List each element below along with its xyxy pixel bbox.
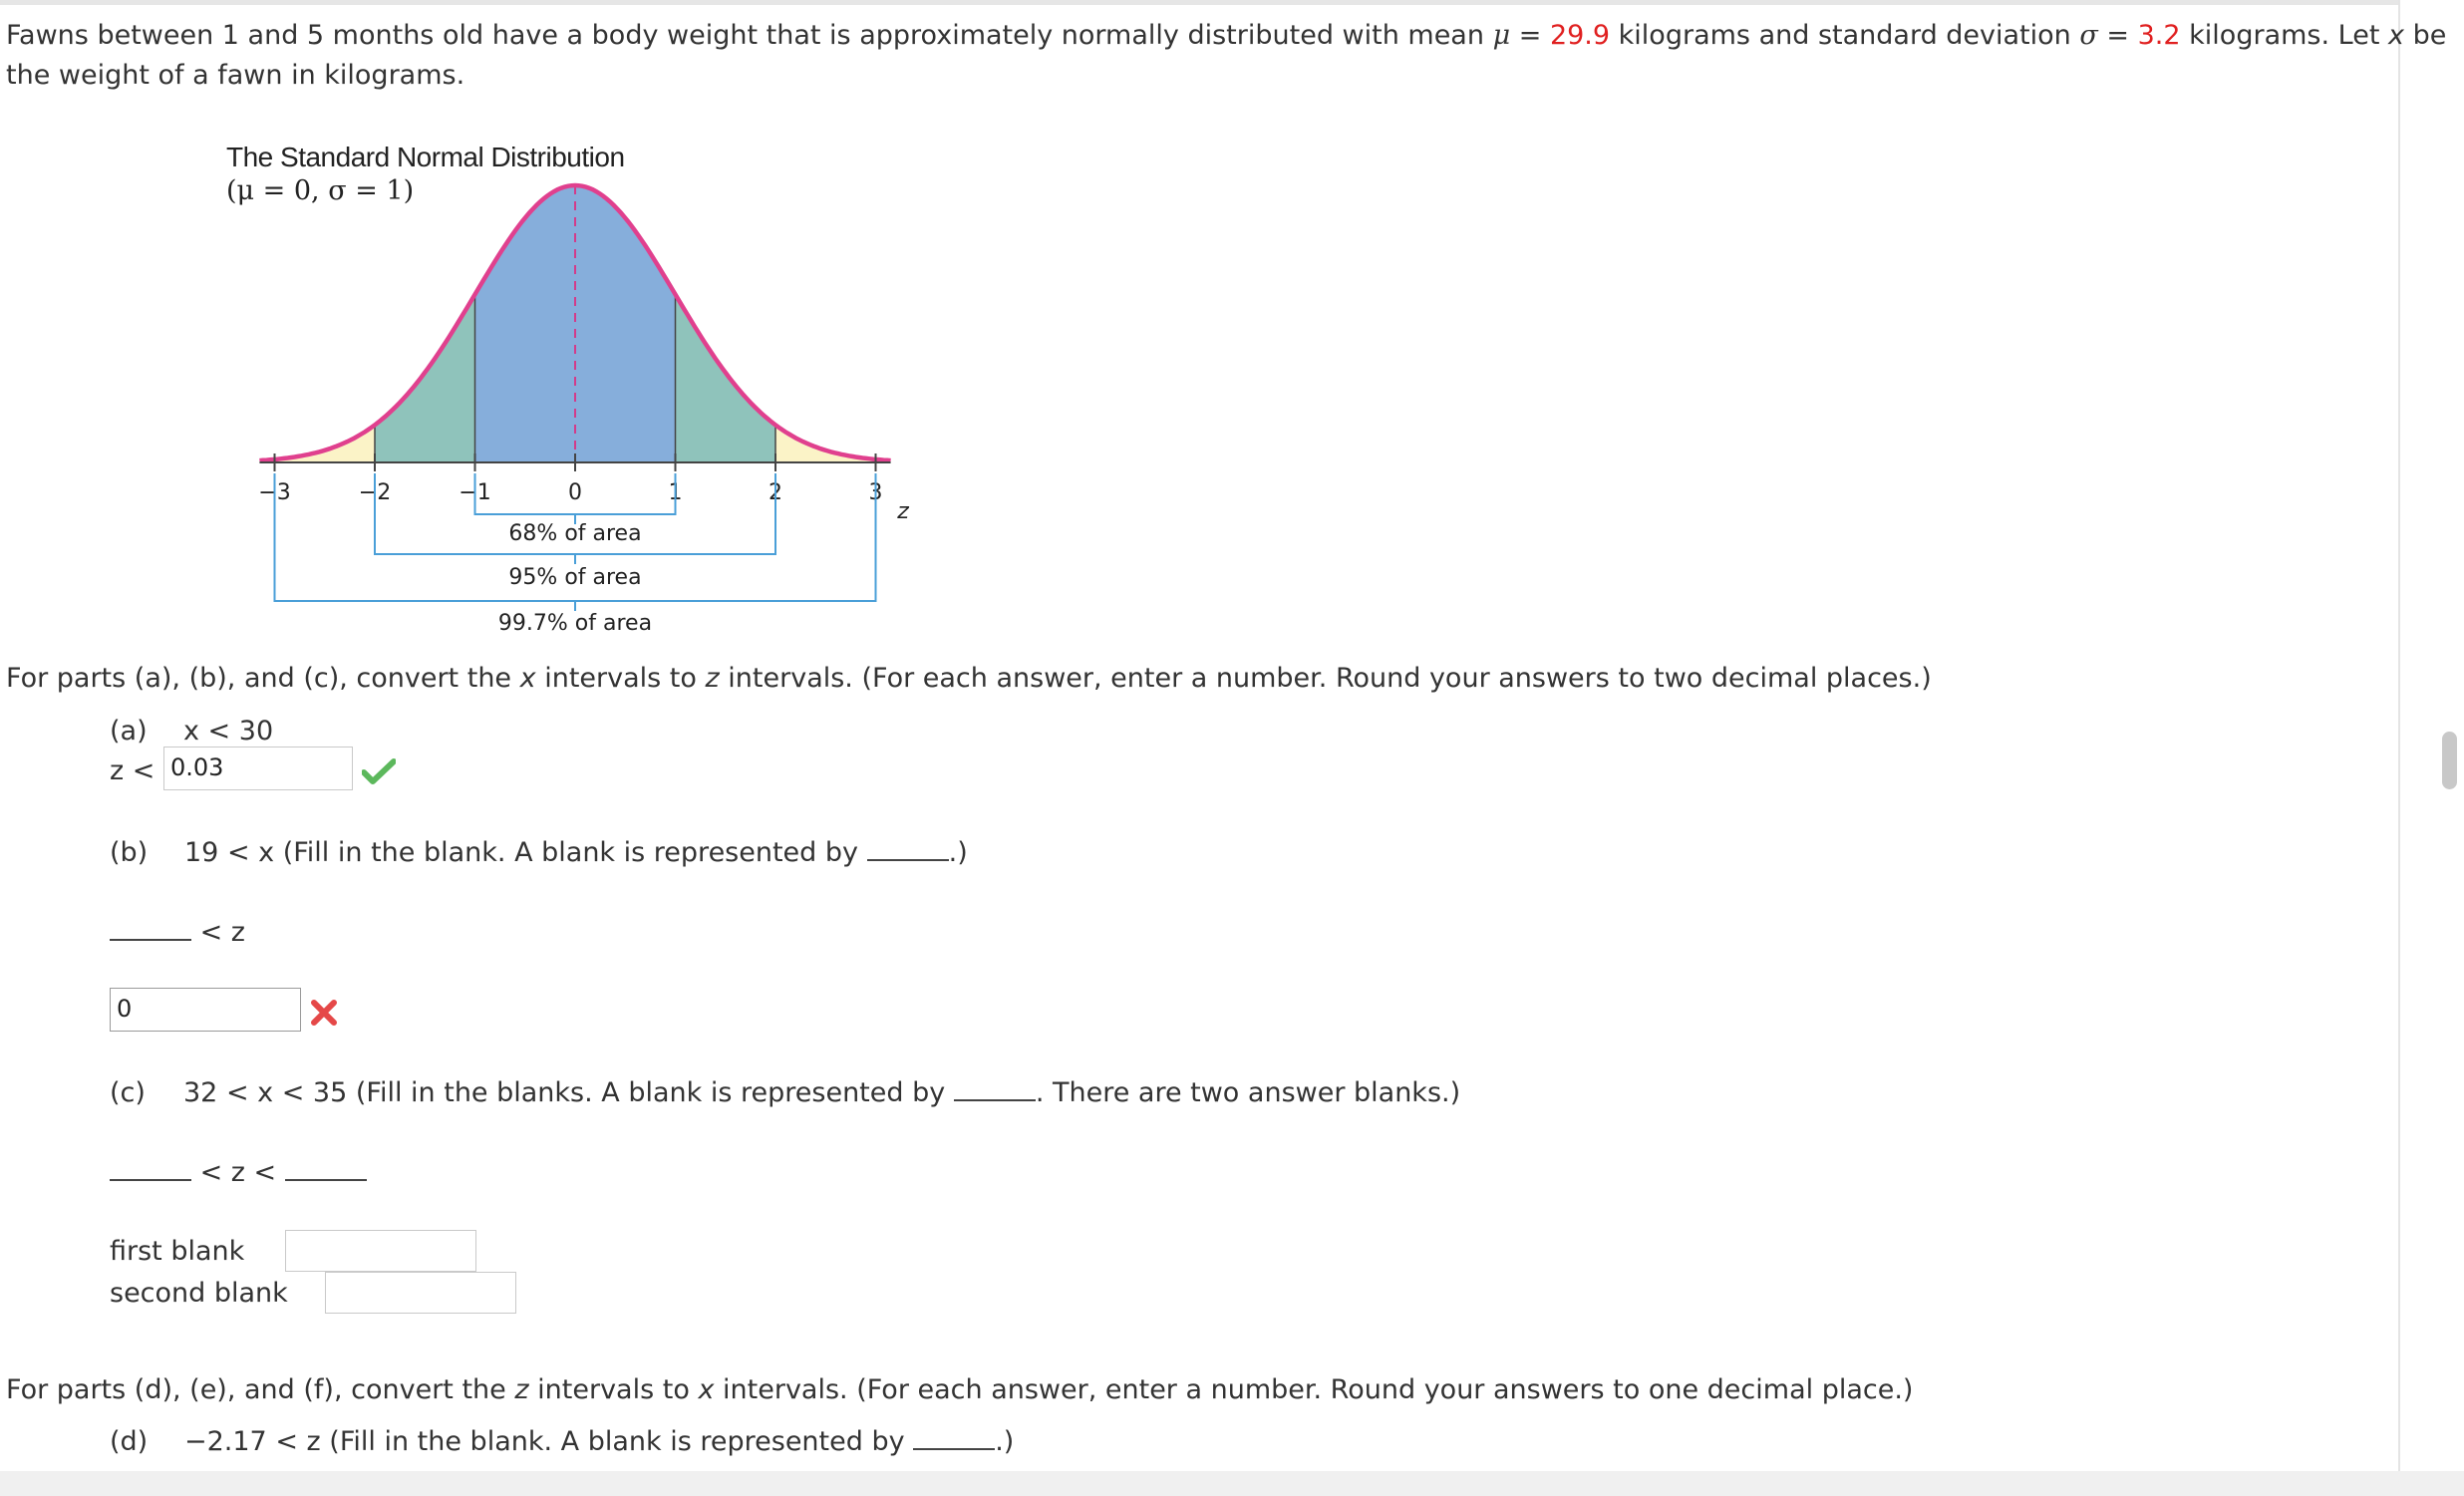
check-icon xyxy=(362,758,396,784)
intro-text-b: kilograms and standard deviation xyxy=(1618,20,2071,51)
part-b-label: (b) xyxy=(110,837,149,868)
part-b-answer-input[interactable]: 0 xyxy=(110,988,301,1032)
center-region xyxy=(475,185,676,462)
x-variable: x xyxy=(2388,20,2404,51)
blank-marker xyxy=(954,1099,1036,1101)
axis-variable-label: z xyxy=(897,499,909,524)
sd-value: 3.2 xyxy=(2137,20,2181,51)
sigma-symbol: σ xyxy=(2079,20,2098,51)
part-c-first-blank-input[interactable] xyxy=(285,1230,476,1272)
part-d-label: (d) xyxy=(110,1426,149,1457)
blank-marker xyxy=(110,1179,191,1181)
part-c-template: < z < xyxy=(110,1157,367,1188)
first-blank-label: first blank xyxy=(110,1236,245,1267)
area-label: 95% of area xyxy=(508,565,642,590)
area-label: 99.7% of area xyxy=(497,611,653,636)
blank-marker xyxy=(110,939,191,941)
part-b-template: < z xyxy=(110,917,245,948)
equals-sign: = xyxy=(2106,20,2130,51)
blank-marker xyxy=(285,1179,367,1181)
figure-title: The Standard Normal Distribution xyxy=(226,142,625,172)
second-blank-label: second blank xyxy=(110,1278,288,1309)
blank-marker xyxy=(867,859,949,861)
instructions-abc: For parts (a), (b), and (c), convert the x intervals to z intervals. (For each answer, enter a number. Round your answers to two decimal places.) xyxy=(6,663,1932,694)
part-b-question: 19 < x (Fill in the blank. A blank is represented by .) xyxy=(184,837,968,868)
mu-symbol: μ xyxy=(1492,20,1511,51)
area-label: 68% of area xyxy=(508,521,642,546)
mean-value: 29.9 xyxy=(1549,20,1611,51)
tick-label: −2 xyxy=(358,480,392,505)
part-c-label: (c) xyxy=(110,1077,146,1108)
tick-label: 3 xyxy=(868,480,883,505)
tick-label: 1 xyxy=(668,480,683,505)
tick-label: −1 xyxy=(459,480,491,505)
part-a-label: (a) xyxy=(110,716,148,747)
part-d-question: −2.17 < z (Fill in the blank. A blank is represented by .) xyxy=(184,1426,1015,1457)
part-a-question: x < 30 xyxy=(183,716,274,747)
part-a-answer-input[interactable]: 0.03 xyxy=(163,747,353,790)
part-c-second-blank-input[interactable] xyxy=(325,1272,516,1314)
intro-text-a: Fawns between 1 and 5 months old have a body weight that is approximately normally distributed with mean xyxy=(6,20,1484,51)
part-a-prefix: z < xyxy=(110,755,155,786)
part-c-question: 32 < x < 35 (Fill in the blanks. A blank is represented by . There are two answer blanks.) xyxy=(183,1077,1461,1108)
tick-label: −3 xyxy=(258,480,291,505)
tick-label: 2 xyxy=(769,480,782,505)
cross-icon xyxy=(310,999,338,1027)
tick-label: 0 xyxy=(568,480,582,505)
blank-marker xyxy=(913,1448,995,1450)
intro-text-d: be xyxy=(2412,20,2447,51)
instructions-def: For parts (d), (e), and (f), convert the z intervals to x intervals. (For each answer, enter a number. Round your answers to one decimal place.) xyxy=(6,1374,1914,1405)
intro-text-c: kilograms. Let xyxy=(2189,20,2380,51)
figure-subtitle: (μ = 0, σ = 1) xyxy=(226,175,415,206)
intro-line-2: the weight of a fawn in kilograms. xyxy=(6,60,465,91)
equals-sign: = xyxy=(1518,20,1542,51)
